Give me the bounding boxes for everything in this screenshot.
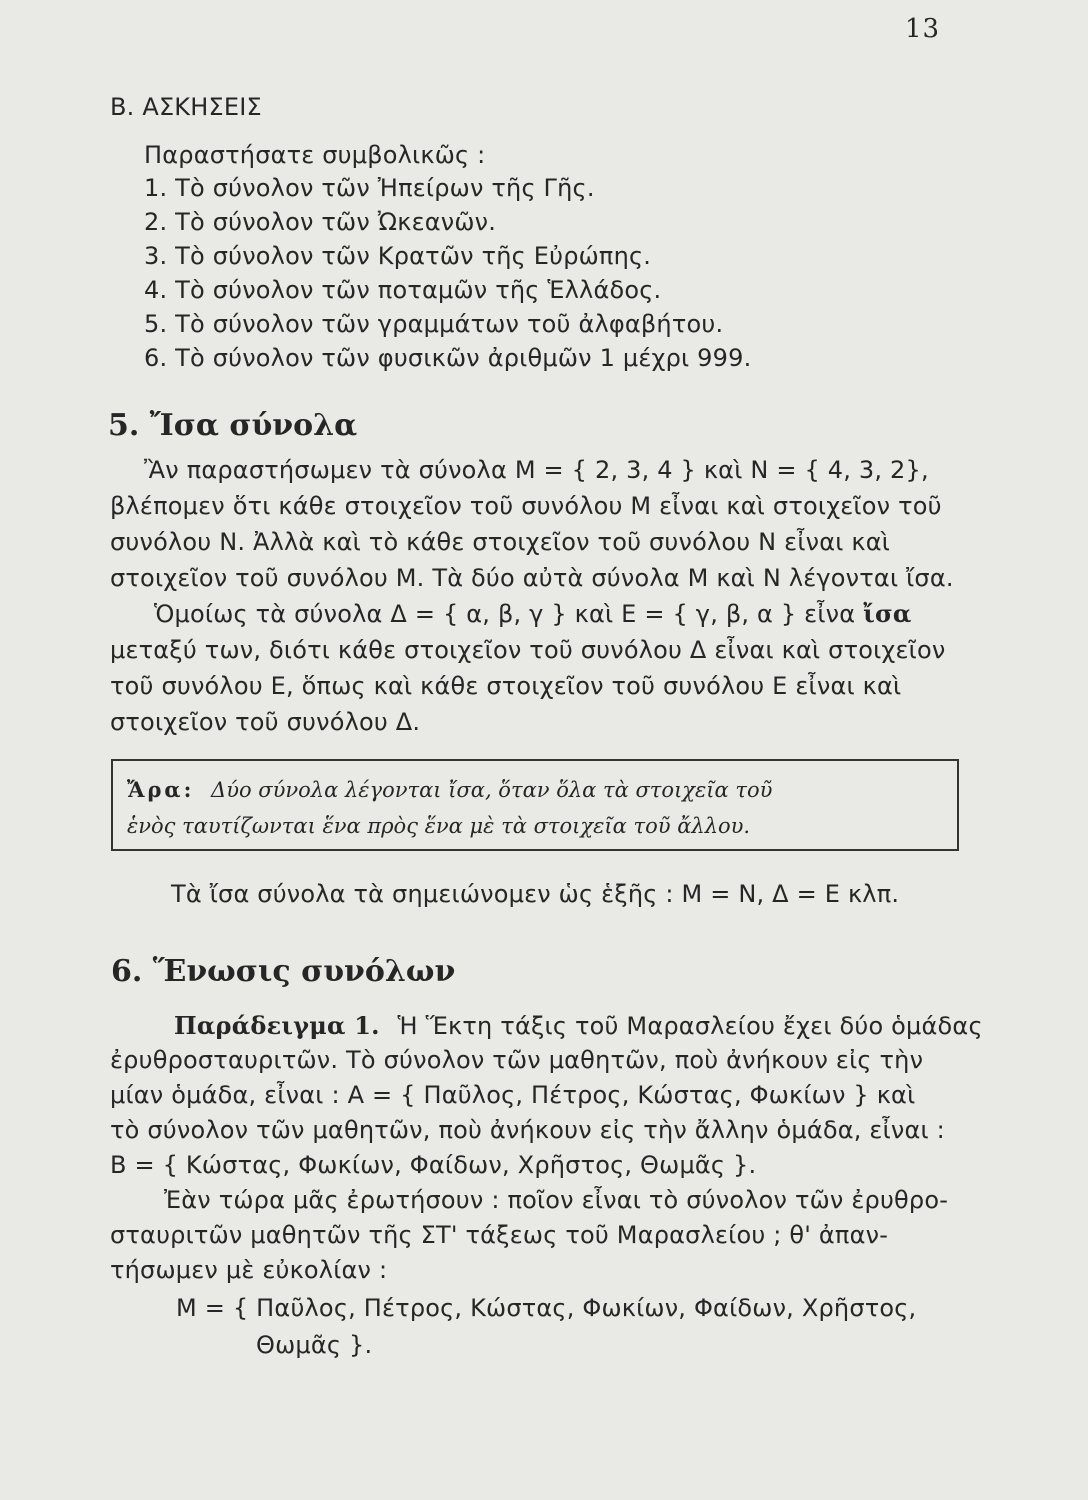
- exercise-item: 2. Τὸ σύνολον τῶν Ὠκεανῶν.: [144, 208, 497, 236]
- paragraph-line: μεταξύ των, διότι κάθε στοιχεῖον τοῦ συνόλου Δ εἶναι καὶ στοιχεῖον: [110, 636, 946, 664]
- exercises-instruction: Παραστήσατε συμβολικῶς :: [144, 141, 486, 169]
- notation-line: Τὰ ἴσα σύνολα τὰ σημειώνομεν ὡς ἑξῆς : M = N, Δ = Ε κλπ.: [171, 880, 900, 908]
- paragraph-line: σταυριτῶν μαθητῶν τῆς ΣΤ' τάξεως τοῦ Μαρασλείου ; θ' ἀπαν-: [110, 1221, 889, 1249]
- paragraph-line: μίαν ὁμάδα, εἶναι : Α = { Παῦλος, Πέτρος, Κώστας, Φωκίων } καὶ: [110, 1081, 916, 1109]
- exercises-heading: Β. ΑΣΚΗΣΕΙΣ: [110, 93, 262, 121]
- emphasized-word: ἴσα: [863, 599, 912, 628]
- paragraph-line: [154, 599, 912, 628]
- paragraph-line: στοιχεῖον τοῦ συνόλου M. Τὰ δύο αὐτὰ σύνολα M καὶ N λέγονται ἴσα.: [110, 564, 954, 592]
- paragraph-line: Θωμᾶς }.: [256, 1331, 373, 1359]
- definition-box: [111, 759, 959, 851]
- page-number: 13: [905, 14, 941, 44]
- definition-line: [127, 779, 772, 801]
- paragraph-line: τήσωμεν μὲ εὐκολίαν :: [110, 1256, 388, 1284]
- exercise-item: 3. Τὸ σύνολον τῶν Κρατῶν τῆς Εὐρώπης.: [144, 242, 652, 270]
- paragraph-line: M = { Παῦλος, Πέτρος, Κώστας, Φωκίων, Φαίδων, Χρῆστος,: [176, 1294, 917, 1322]
- paragraph-text: Ὁμοίως τὰ σύνολα Δ = { α, β, γ } καὶ Ε = { γ, β, α } εἶνα: [154, 600, 856, 628]
- paragraph-line: Ἐὰν τώρα μᾶς ἐρωτήσουν : ποῖον εἶναι τὸ σύνολον τῶν ἐρυθρο-: [164, 1186, 949, 1214]
- paragraph-line: ἐρυθροσταυριτῶν. Τὸ σύνολον τῶν μαθητῶν, ποὺ ἀνήκουν εἰς τὴν: [110, 1046, 924, 1074]
- exercise-item: 4. Τὸ σύνολον τῶν ποταμῶν τῆς Ἑλλάδος.: [144, 276, 662, 304]
- section-title: 5. Ἴσα σύνολα: [108, 408, 358, 443]
- definition-text: Δύο σύνολα λέγονται ἴσα, ὅταν ὅλα τὰ στοιχεῖα τοῦ: [211, 778, 773, 802]
- paragraph-line: συνόλου N. Ἀλλὰ καὶ τὸ κάθε στοιχεῖον τοῦ συνόλου N εἶναι καὶ: [110, 528, 891, 556]
- paragraph-line: βλέπομεν ὅτι κάθε στοιχεῖον τοῦ συνόλου M εἶναι καὶ στοιχεῖον τοῦ: [110, 492, 942, 520]
- section-title: 6. Ἕνωσις συνόλων: [111, 954, 456, 989]
- example-text: Ἡ Ἕκτη τάξις τοῦ Μαρασλείου ἔχει δύο ὁμάδας: [397, 1012, 983, 1040]
- paragraph-line: τὸ σύνολον τῶν μαθητῶν, ποὺ ἀνήκουν εἰς τὴν ἄλλην ὁμάδα, εἶναι :: [110, 1116, 945, 1144]
- exercise-item: 1. Τὸ σύνολον τῶν Ἠπείρων τῆς Γῆς.: [144, 174, 595, 202]
- paragraph-line: Ἂν παραστήσωμεν τὰ σύνολα M = { 2, 3, 4 } καὶ N = { 4, 3, 2},: [144, 456, 929, 484]
- definition-label: Ἄρα:: [127, 777, 195, 802]
- example-label: Παράδειγμα 1.: [174, 1011, 380, 1040]
- exercise-item: 6. Τὸ σύνολον τῶν φυσικῶν ἀριθμῶν 1 μέχρι 999.: [144, 344, 752, 372]
- paragraph-line: τοῦ συνόλου Ε, ὅπως καὶ κάθε στοιχεῖον τοῦ συνόλου Ε εἶναι καὶ: [110, 672, 902, 700]
- paragraph-line: Β = { Κώστας, Φωκίων, Φαίδων, Χρῆστος, Θωμᾶς }.: [110, 1151, 757, 1179]
- example-heading-line: [174, 1011, 983, 1040]
- paragraph-line: στοιχεῖον τοῦ συνόλου Δ.: [110, 708, 421, 736]
- exercise-item: 5. Τὸ σύνολον τῶν γραμμάτων τοῦ ἀλφαβήτου.: [144, 310, 724, 338]
- definition-line: ἑνὸς ταυτίζωνται ἕνα πρὸς ἕνα μὲ τὰ στοιχεῖα τοῦ ἄλλου.: [127, 814, 751, 838]
